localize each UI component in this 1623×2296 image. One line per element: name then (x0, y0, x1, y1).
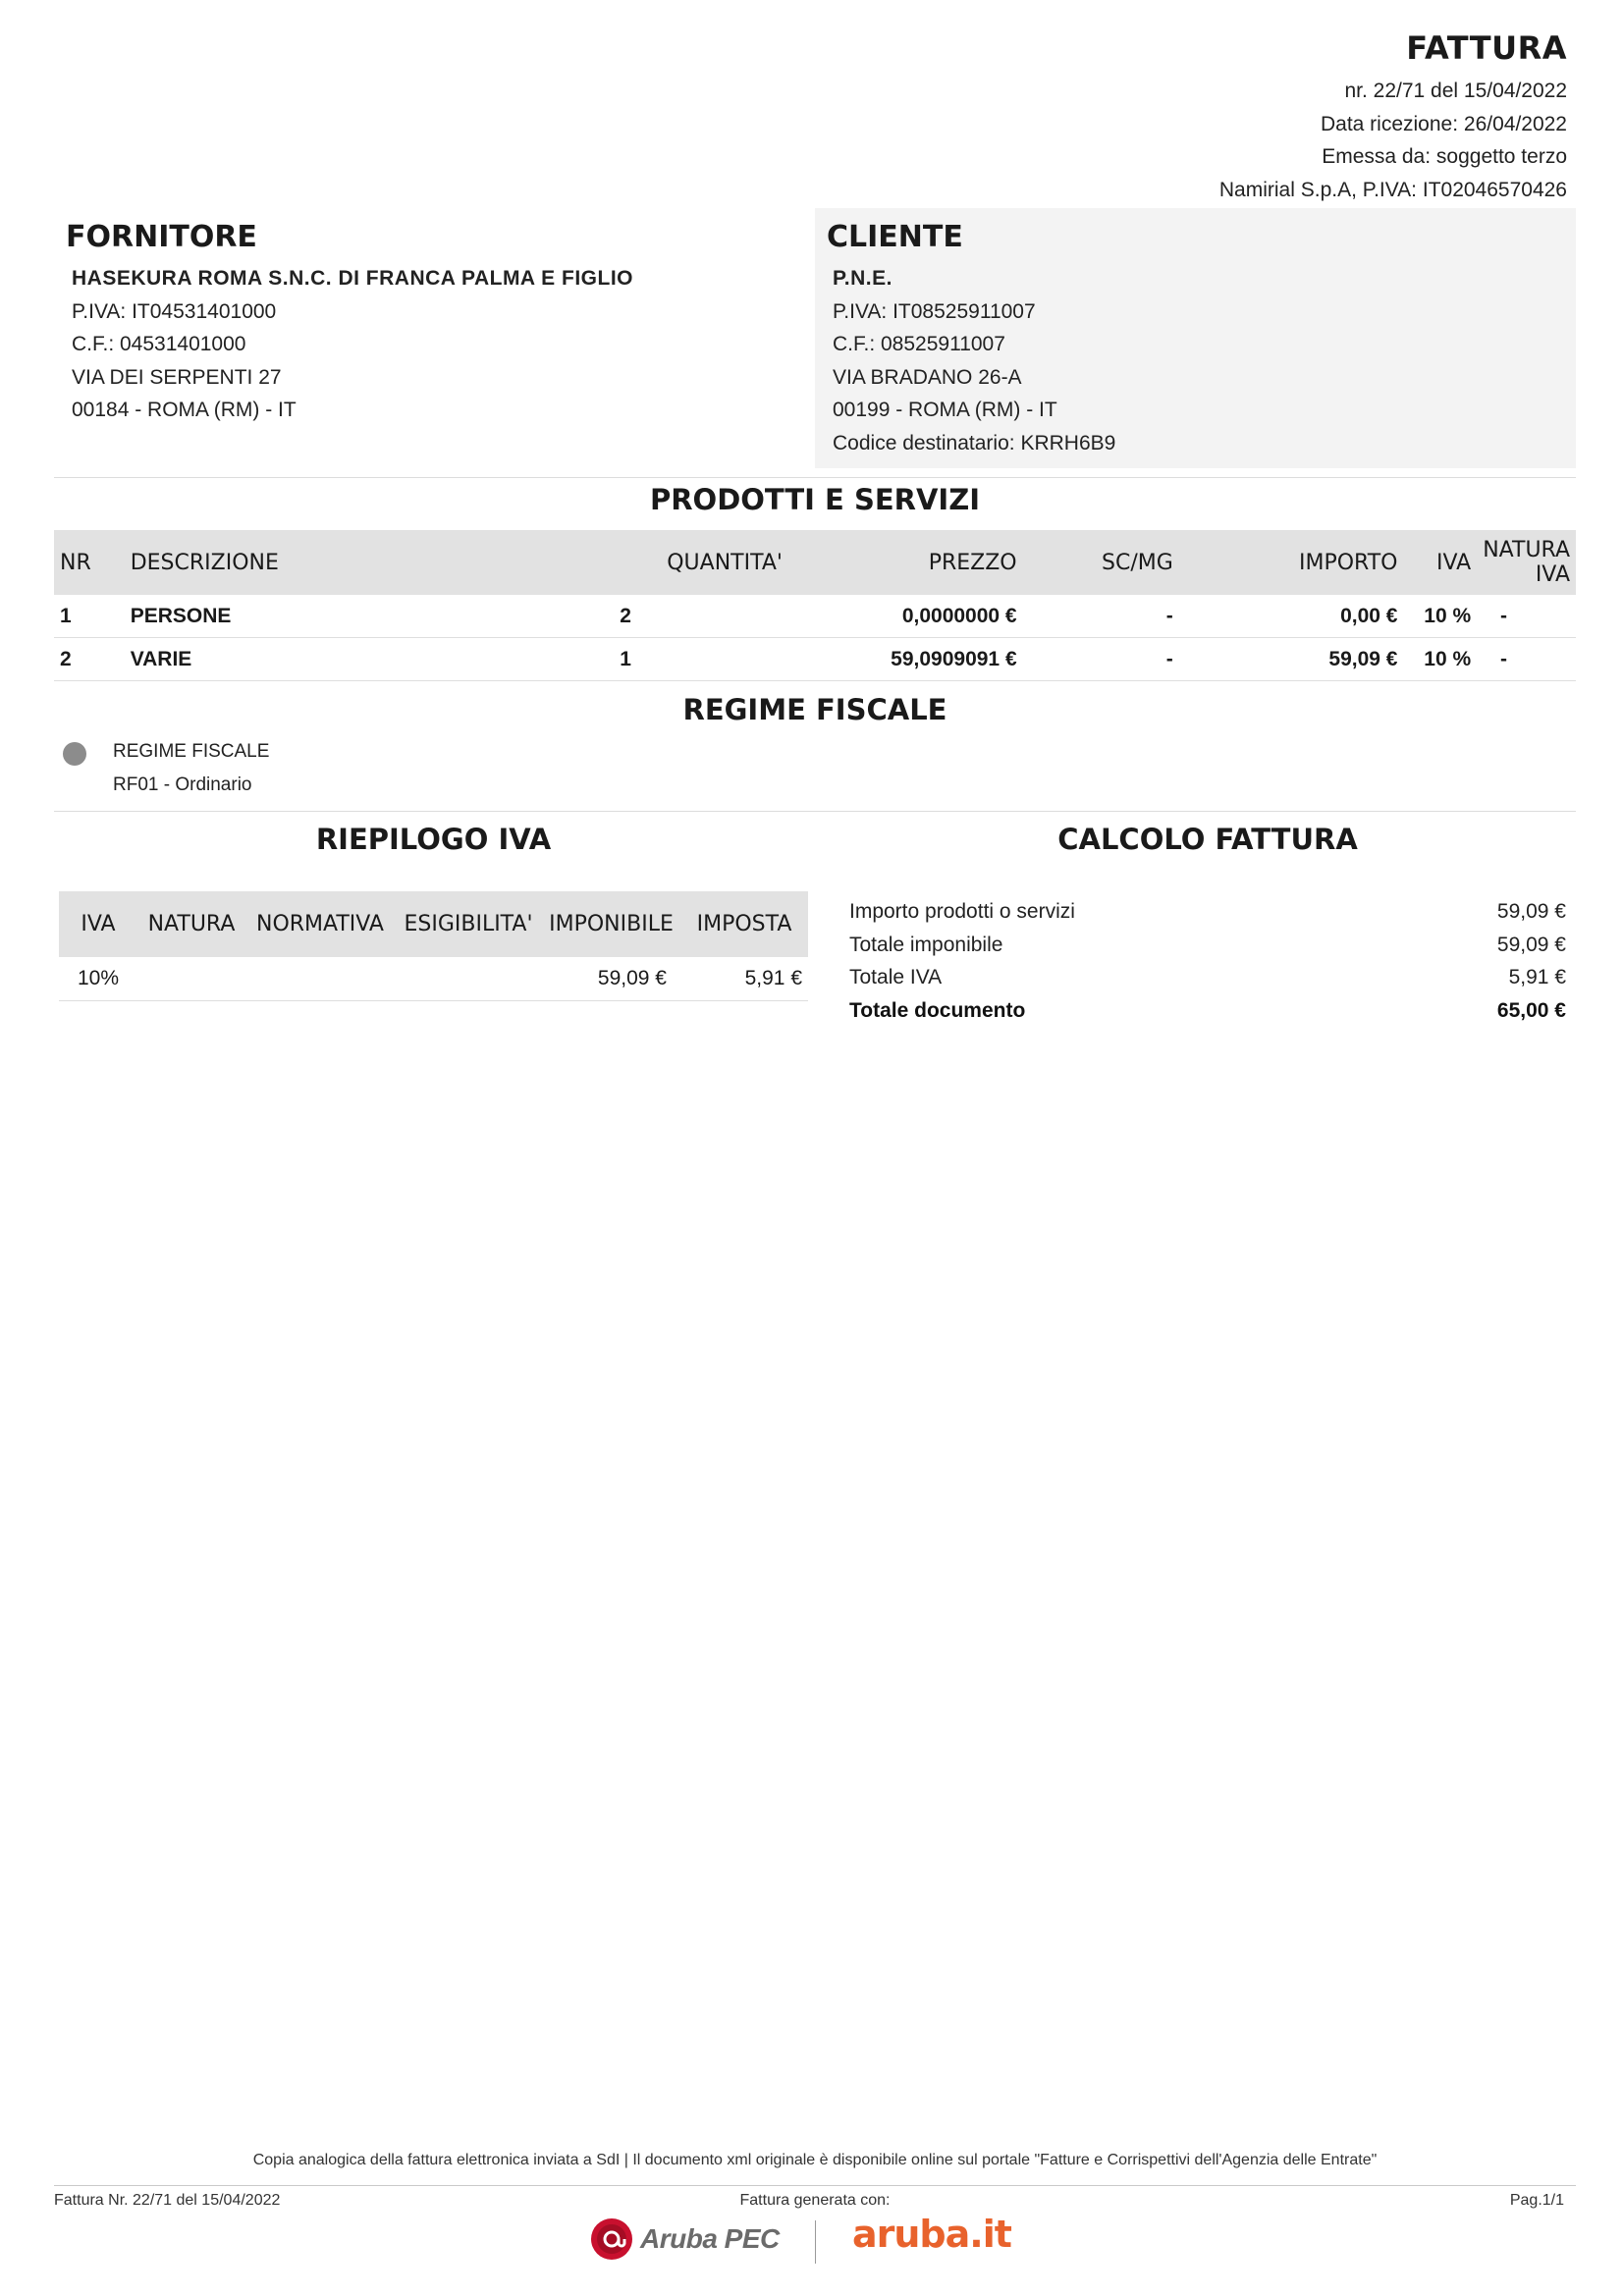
iva-summary-table (59, 891, 808, 1001)
cell-prezzo: 0,0000000 € (788, 595, 1023, 638)
calc-value: 59,09 € (1496, 900, 1566, 923)
calc-total-row (849, 994, 1566, 1028)
products-table (54, 530, 1576, 681)
client-block (815, 208, 1576, 468)
client-name: P.N.E. (833, 267, 893, 290)
calc-row (849, 895, 1566, 929)
cell-esigibilita (395, 957, 542, 1001)
cell-scmg: - (1023, 595, 1179, 638)
cell-nr: 2 (54, 638, 125, 681)
cell-descrizione: VARIE (125, 638, 534, 681)
regime-title: REGIME FISCALE (682, 693, 947, 726)
invoice-title: FATTURA (1406, 29, 1567, 67)
regime-label: REGIME FISCALE (113, 741, 270, 762)
intermediary: Namirial S.p.A, P.IVA: IT02046570426 (1218, 178, 1567, 201)
cell-nr: 1 (54, 595, 125, 638)
cell-iva: 10% (59, 957, 137, 1001)
supplier-piva: P.IVA: IT04531401000 (72, 299, 277, 323)
calc-label: Totale IVA (849, 966, 943, 988)
supplier-address: VIA DEI SERPENTI 27 (72, 365, 282, 389)
divider (54, 477, 1576, 478)
col-importo: IMPORTO (1179, 530, 1404, 595)
footer-page-number: Pag.1/1 (1509, 2192, 1564, 2209)
iva-summary-title: RIEPILOGO IVA (315, 823, 552, 856)
cell-prezzo: 59,0909091 € (788, 638, 1023, 681)
cell-descrizione: PERSONE (125, 595, 534, 638)
client-piva: P.IVA: IT08525911007 (833, 299, 1036, 323)
issued-by: Emessa da: soggetto terzo (1322, 145, 1567, 168)
received-date: Data ricezione: 26/04/2022 (1320, 112, 1567, 135)
calc-row (849, 961, 1566, 994)
calc-box (849, 895, 1566, 1027)
cell-scmg: - (1023, 638, 1179, 681)
cell-imposta: 5,91 € (680, 957, 808, 1001)
col-quantita: QUANTITA' (534, 530, 788, 595)
supplier-block (54, 208, 800, 468)
calc-title: CALCOLO FATTURA (1057, 823, 1358, 856)
cell-importo: 0,00 € (1179, 595, 1404, 638)
products-header-row (54, 530, 1576, 595)
calc-label: Importo prodotti o servizi (849, 900, 1075, 923)
bullet-icon (63, 742, 86, 766)
col-iva: IVA (59, 891, 137, 957)
cell-iva: 10 % (1403, 638, 1477, 681)
logo-divider (815, 2220, 816, 2264)
cell-normativa (245, 957, 395, 1001)
cell-natura: - (1477, 638, 1576, 681)
regime-value: RF01 - Ordinario (113, 774, 252, 795)
client-city: 00199 - ROMA (RM) - IT (833, 399, 1057, 421)
cell-imponibile: 59,09 € (542, 957, 680, 1001)
cell-natura (137, 957, 245, 1001)
cell-quantita: 2 (534, 595, 788, 638)
table-row (54, 638, 1576, 681)
table-row (59, 957, 808, 1001)
products-title: PRODOTTI E SERVIZI (649, 483, 981, 516)
footer-invoice-ref: Fattura Nr. 22/71 del 15/04/2022 (54, 2192, 281, 2209)
supplier-name: HASEKURA ROMA S.N.C. DI FRANCA PALMA E FIGLIO (72, 267, 633, 290)
aruba-pec-logo (589, 2216, 780, 2262)
col-prezzo: PREZZO (788, 530, 1023, 595)
cell-iva: 10 % (1403, 595, 1477, 638)
cell-quantita: 1 (534, 638, 788, 681)
col-imposta: IMPOSTA (680, 891, 808, 957)
col-nr: NR (54, 530, 125, 595)
supplier-title: FORNITORE (66, 220, 257, 254)
aruba-pec-text: Aruba PEC (640, 2223, 780, 2254)
client-address: VIA BRADANO 26-A (833, 365, 1022, 389)
footer-note: Copia analogica della fattura elettronica inviata a SdI | Il documento xml originale è disponibile online sul portale "Fatture e Corrispettivi dell'Agenzia delle Entrate" (252, 2152, 1378, 2168)
cell-natura: - (1477, 595, 1576, 638)
client-recipient-code: Codice destinatario: KRRH6B9 (833, 431, 1116, 454)
aruba-pec-seal-icon (589, 2216, 634, 2262)
col-descrizione: DESCRIZIONE (125, 530, 534, 595)
col-normativa: NORMATIVA (245, 891, 395, 957)
supplier-city: 00184 - ROMA (RM) - IT (72, 399, 297, 421)
calc-value: 59,09 € (1496, 933, 1566, 956)
aruba-it-logo: aruba.it (852, 2213, 1011, 2256)
invoice-number: nr. 22/71 del 15/04/2022 (1344, 80, 1567, 102)
client-cf: C.F.: 08525911007 (833, 333, 1005, 355)
col-esigibilita: ESIGIBILITA' (395, 891, 542, 957)
calc-row (849, 929, 1566, 962)
col-iva: IVA (1403, 530, 1477, 595)
col-scmg: SC/MG (1023, 530, 1179, 595)
invoice-header (880, 29, 1567, 206)
calc-label: Totale documento (849, 998, 1026, 1022)
calc-value: 5,91 € (1508, 966, 1566, 988)
footer-divider (54, 2185, 1576, 2186)
client-title: CLIENTE (827, 220, 963, 254)
col-natura: NATURA IVA (1477, 530, 1576, 595)
iva-header-row (59, 891, 808, 957)
calc-label: Totale imponibile (849, 933, 1003, 956)
calc-value: 65,00 € (1496, 998, 1566, 1022)
col-imponibile: IMPONIBILE (542, 891, 680, 957)
table-row (54, 595, 1576, 638)
supplier-cf: C.F.: 04531401000 (72, 333, 246, 355)
col-natura: NATURA (137, 891, 245, 957)
footer-generated-with: Fattura generata con: (739, 2192, 891, 2209)
divider (54, 811, 1576, 812)
cell-importo: 59,09 € (1179, 638, 1404, 681)
